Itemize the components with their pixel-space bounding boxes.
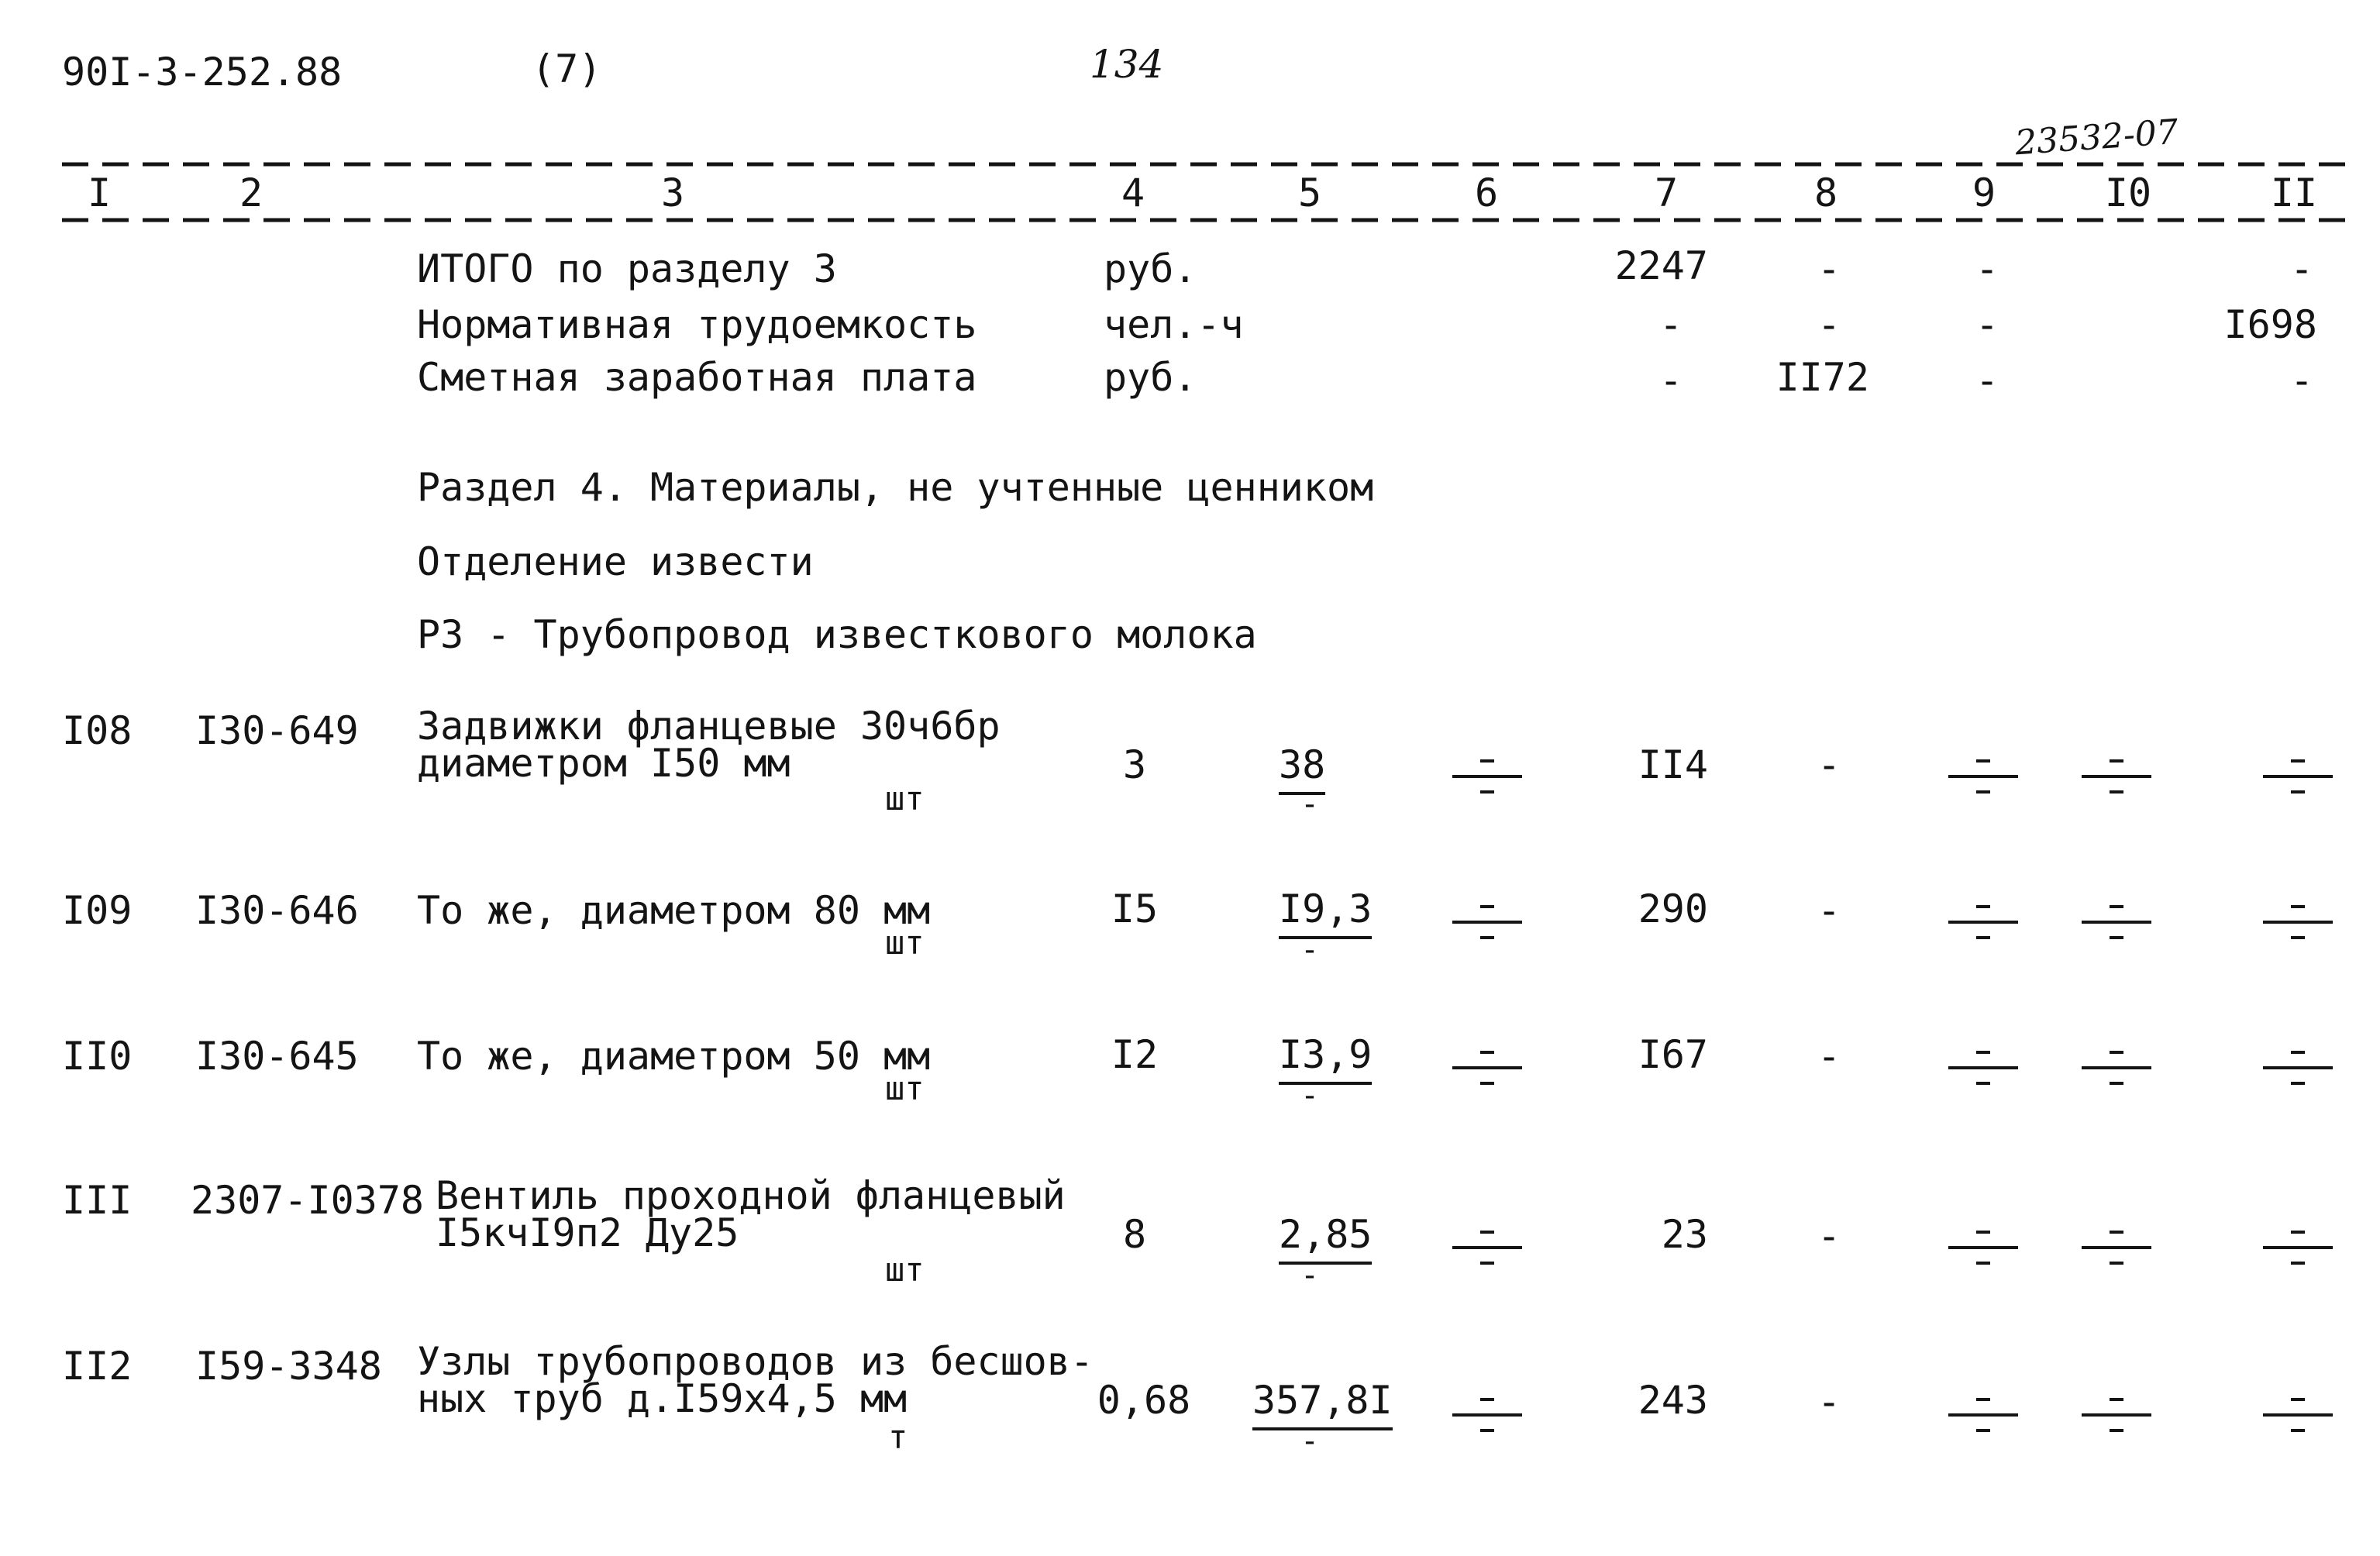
row-desc: Вентиль проходной фланцевый — [436, 1173, 1066, 1218]
totals-col9: - — [1975, 302, 1999, 347]
row-code: I30-649 — [195, 708, 359, 753]
row-price-sub: - — [1300, 787, 1320, 822]
col-header-7: 7 — [1654, 170, 1679, 215]
row-desc: То же, диаметром 80 мм — [417, 888, 931, 933]
row-price-sub: - — [1300, 932, 1320, 968]
row-code: I30-645 — [195, 1034, 359, 1079]
row-price: I9,3 — [1279, 890, 1372, 928]
col-header-4: 4 — [1121, 170, 1145, 215]
section-line: Р3 - Трубопровод известкового молока — [417, 612, 1257, 657]
row-code: I30-646 — [195, 888, 359, 933]
row-number: I08 — [62, 708, 133, 753]
row-col7: 243 — [1638, 1378, 1708, 1423]
row-desc-cont: I5кчI9п2 Ду25 — [436, 1210, 739, 1255]
row-unit: т — [888, 1418, 908, 1456]
row-qty: I2 — [1111, 1032, 1159, 1077]
totals-col9: - — [1975, 358, 1999, 403]
row-col8: - — [1817, 888, 1841, 933]
col-header-1: I — [87, 170, 112, 215]
section-title: Раздел 4. Материалы, не учтенные ценником — [417, 465, 1374, 510]
totals-col9: - — [1975, 246, 1999, 291]
row-col8: - — [1817, 1213, 1841, 1258]
row-price-sub: - — [1300, 1258, 1320, 1293]
row-price: 2,85 — [1279, 1215, 1372, 1254]
row-unit: шт — [885, 1251, 925, 1289]
totals-col11: I698 — [2223, 302, 2317, 347]
totals-col8: II72 — [1776, 355, 1869, 400]
row-col8: - — [1817, 1034, 1841, 1079]
sheet-mark: (7) — [532, 46, 602, 91]
totals-col7: - — [1658, 358, 1683, 403]
row-col7: II4 — [1638, 742, 1708, 787]
row-col7: 23 — [1661, 1212, 1708, 1257]
row-number: II0 — [62, 1034, 133, 1079]
row-col8: - — [1817, 742, 1841, 787]
col-header-6: 6 — [1474, 170, 1499, 215]
totals-unit: руб. — [1104, 355, 1197, 400]
totals-col8: - — [1817, 246, 1841, 291]
totals-col11: - — [2289, 246, 2314, 291]
row-price: 357,8I — [1252, 1381, 1393, 1420]
row-desc-cont: ных труб д.I59x4,5 мм — [417, 1376, 908, 1421]
row-code: 2307-I0378 — [191, 1178, 425, 1223]
row-qty: 0,68 — [1097, 1378, 1191, 1423]
row-desc: Задвижки фланцевые 30ч6бр — [417, 704, 1001, 749]
row-col7: I67 — [1638, 1032, 1708, 1077]
row-col7: 290 — [1638, 886, 1708, 931]
column-header-rules — [0, 0, 2380, 232]
col-header-10: I0 — [2104, 170, 2152, 215]
totals-col7: 2247 — [1614, 243, 1708, 288]
row-unit: шт — [885, 780, 925, 818]
row-desc: То же, диаметром 50 мм — [417, 1034, 931, 1079]
row-price-sub: - — [1300, 1423, 1320, 1459]
row-price: 38 — [1279, 745, 1325, 784]
row-number: II2 — [62, 1344, 133, 1389]
row-price: I3,9 — [1279, 1035, 1372, 1074]
col-header-11: II — [2270, 170, 2318, 215]
document-code: 90I-3-252.88 — [62, 50, 343, 95]
row-qty: I5 — [1111, 886, 1159, 931]
row-qty: 3 — [1122, 742, 1147, 787]
totals-col8: - — [1817, 302, 1841, 347]
row-desc-cont: диаметром I50 мм — [417, 741, 790, 786]
totals-unit: руб. — [1104, 246, 1197, 291]
row-number: I09 — [62, 888, 133, 933]
totals-label: ИТОГО по разделу 3 — [417, 246, 837, 291]
page-number: 134 — [1090, 42, 1164, 87]
col-header-2: 2 — [239, 170, 263, 215]
row-unit: шт — [885, 924, 925, 962]
row-desc: Узлы трубопроводов из бесшов- — [417, 1339, 1094, 1384]
totals-unit: чел.-ч — [1104, 302, 1244, 347]
row-qty: 8 — [1122, 1212, 1147, 1257]
row-unit: шт — [885, 1069, 925, 1107]
handwritten-number: 23532-07 — [2013, 112, 2180, 164]
row-col8: - — [1817, 1379, 1841, 1424]
totals-col11: - — [2289, 358, 2314, 403]
col-header-8: 8 — [1813, 170, 1838, 215]
col-header-3: 3 — [660, 170, 685, 215]
totals-col7: - — [1658, 302, 1683, 347]
row-price-sub: - — [1300, 1078, 1320, 1114]
totals-label: Сметная заработная плата — [417, 355, 977, 400]
row-code: I59-3348 — [195, 1344, 382, 1389]
col-header-9: 9 — [1972, 170, 1996, 215]
totals-label: Нормативная трудоемкость — [417, 302, 977, 347]
col-header-5: 5 — [1297, 170, 1322, 215]
section-subtitle: Отделение извести — [417, 539, 814, 584]
row-number: III — [62, 1178, 133, 1223]
